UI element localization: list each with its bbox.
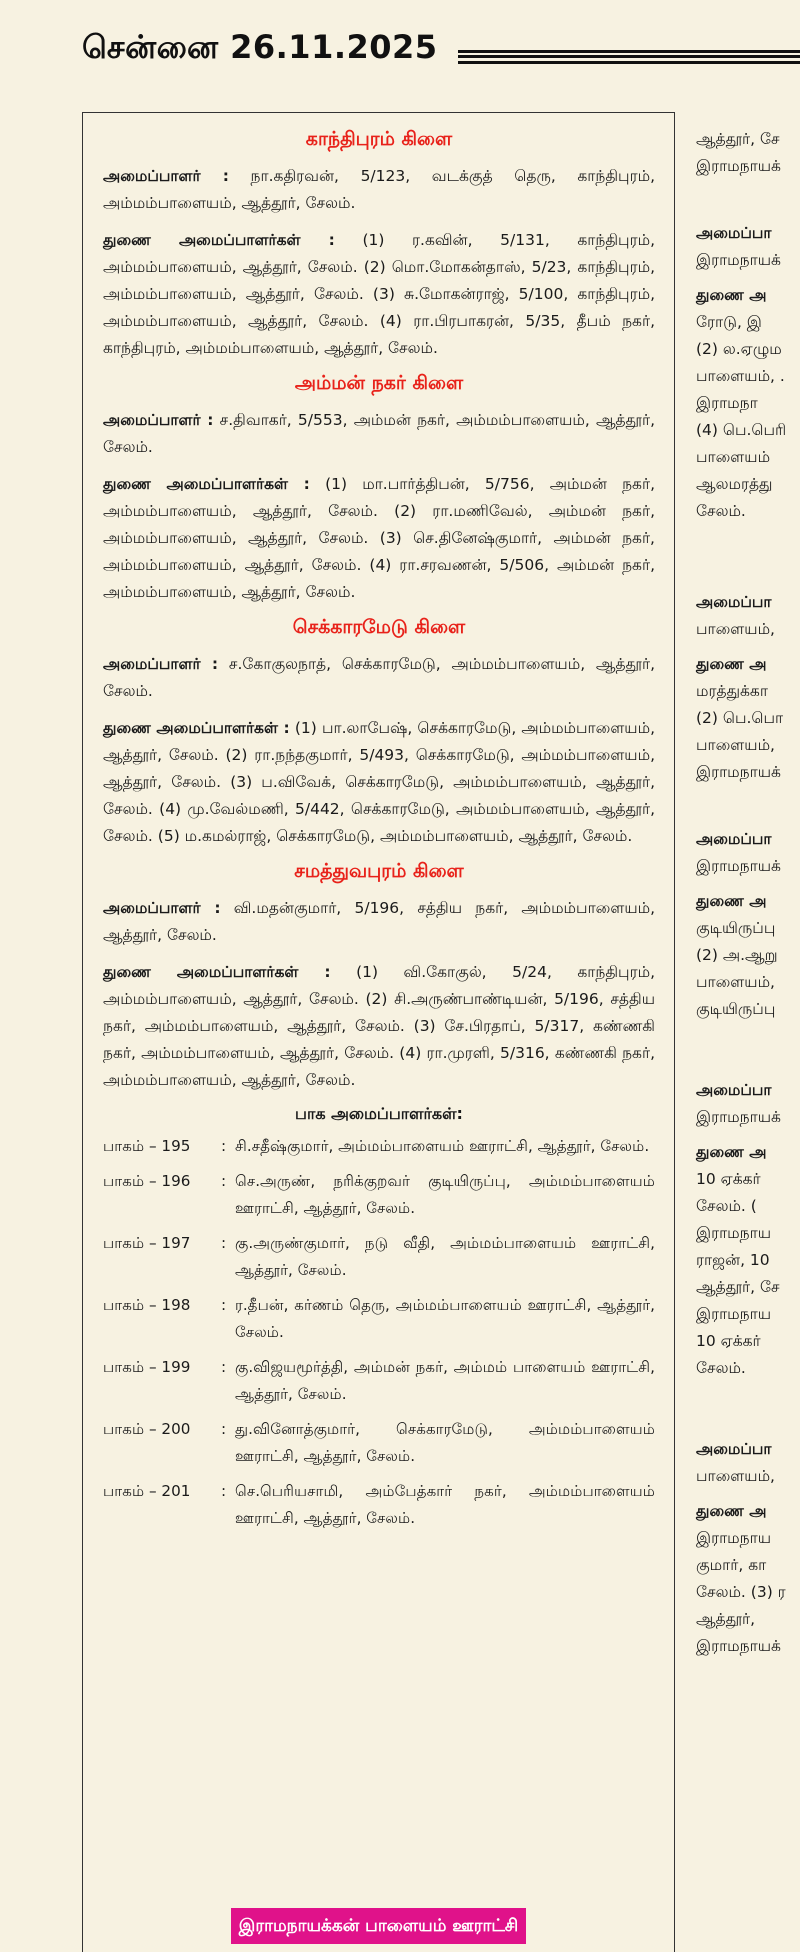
deputies-entry	[103, 471, 655, 606]
right-line: பாளையம்	[696, 448, 771, 466]
right-line: (2) அ.ஆறு	[696, 946, 778, 964]
bhaga-row	[103, 1230, 655, 1284]
right-line: இராமநாயக்	[696, 857, 781, 875]
panchayat-banner-wrap	[82, 1908, 675, 1944]
header-rule	[458, 50, 800, 64]
right-line: 10 ஏக்கர்	[696, 1170, 761, 1188]
right-line: சேலம். (3) ர	[696, 1583, 786, 1601]
deputies-text: (1) பா.லாபேஷ், செக்காரமேடு, அம்மம்பாளையம், ஆத்தூர், சேலம். (2) ரா.நந்தகுமார், 5/493, செக்காரமேடு, அம்மம்பாளையம், ஆத்தூர், சேலம். (3) ப.விவேக், செக்காரமேடு, அம்மம்பாளையம், ஆத்தூர், சேலம். (4) மு.வேல்மணி, 5/442, செக்காரமேடு, அம்மம்பாளையம், ஆத்தூர், சேலம். (5) ம.கமல்ராஜ், செக்காரமேடு, அம்மம்பாளையம், ஆத்தூர், சேலம்.	[103, 719, 655, 845]
bhaga-row	[103, 1354, 655, 1408]
bhaga-number: பாகம் – 200	[103, 1420, 191, 1438]
bhaga-colon: :	[221, 1296, 227, 1314]
right-line: அமைப்பா	[696, 224, 772, 242]
bhaga-text: செ.பெரியசாமி, அம்பேத்கார் நகர், அம்மம்பாளையம் ஊராட்சி, ஆத்தூர், சேலம்.	[235, 1482, 655, 1527]
branch-section	[103, 128, 655, 362]
right-line: பாளையம்,	[696, 973, 775, 991]
right-line: பாளையம்,	[696, 620, 775, 638]
right-line: அமைப்பா	[696, 593, 772, 611]
bhaga-title: பாக அமைப்பாளர்கள்:	[295, 1104, 463, 1123]
right-line: ஆலமரத்து	[696, 475, 773, 493]
right-line: இராமநாயக்	[696, 157, 781, 175]
branch-title: அம்மன் நகர் கிளை	[294, 372, 464, 394]
right-line: சேலம்.	[696, 1359, 746, 1377]
right-line: குடியிருப்பு	[696, 1000, 776, 1018]
right-line: இராமநாயக்	[696, 251, 781, 269]
branch-title: செக்காரமேடு கிளை	[292, 616, 466, 638]
right-line: அமைப்பா	[696, 830, 772, 848]
organizer-entry	[103, 651, 655, 705]
right-line: அமைப்பா	[696, 1081, 772, 1099]
organizer-text: நா.கதிரவன், 5/123, வடக்குத் தெரு, காந்திபுரம், அம்மம்பாளையம், ஆத்தூர், சேலம்.	[103, 167, 655, 212]
deputies-label: துணை அமைப்பாளர்கள் :	[103, 719, 290, 737]
organizer-label: அமைப்பாளர் :	[103, 899, 221, 917]
deputies-entry	[103, 715, 655, 850]
bhaga-colon: :	[221, 1358, 227, 1376]
deputies-text: (1) ர.கவின், 5/131, காந்திபுரம், அம்மம்பாளையம், ஆத்தூர், சேலம். (2) மொ.மோகன்தாஸ், 5/23, காந்திபுரம், அம்மம்பாளையம், ஆத்தூர், சேலம். (3) சு.மோகன்ராஜ், 5/100, காந்திபுரம், அம்மம்பாளையம், ஆத்தூர், சேலம். (4) ரா.பிரபாகரன், 5/35, தீபம் நகர், காந்திபுரம், அம்மம்பாளையம், ஆத்தூர், சேலம்.	[103, 231, 655, 357]
panchayat-banner: இராமநாயக்கன் பாளையம் ஊராட்சி	[231, 1908, 526, 1944]
deputies-text: (1) மா.பார்த்திபன், 5/756, அம்மன் நகர், அம்மம்பாளையம், ஆத்தூர், சேலம். (2) ரா.மணிவேல், அம்மன் நகர், அம்மம்பாளையம், ஆத்தூர், சேலம். (3) செ.தினேஷ்குமார், அம்மன் நகர், அம்மம்பாளையம், ஆத்தூர், சேலம். (4) ரா.சரவணன், 5/506, அம்மன் நகர், அம்மம்பாளையம், ஆத்தூர், சேலம்.	[103, 475, 655, 601]
bhaga-colon: :	[221, 1234, 227, 1252]
right-line: சேலம்.	[696, 502, 746, 520]
right-line: துணை அ	[696, 892, 767, 910]
right-line: ரோடு, இ	[696, 313, 762, 331]
bhaga-number: பாகம் – 198	[103, 1296, 191, 1314]
bhaga-number: பாகம் – 197	[103, 1234, 191, 1252]
bhaga-row	[103, 1292, 655, 1346]
deputies-entry	[103, 227, 655, 362]
organizer-text: ச.கோகுலநாத், செக்காரமேடு, அம்மம்பாளையம், ஆத்தூர், சேலம்.	[103, 655, 655, 700]
right-line: ராஜன், 10	[696, 1251, 770, 1269]
bhaga-text: கு.அருண்குமார், நடு வீதி, அம்மம்பாளையம் ஊராட்சி, ஆத்தூர், சேலம்.	[235, 1234, 655, 1279]
right-line: இராமநாயக்	[696, 763, 781, 781]
right-line: ஆத்தூர், சே	[696, 130, 780, 148]
organizer-entry	[103, 895, 655, 949]
bhaga-row	[103, 1478, 655, 1532]
bhaga-row	[103, 1168, 655, 1222]
bhaga-text: செ.அருண், நரிக்குறவர் குடியிருப்பு, அம்மம்பாளையம் ஊராட்சி, ஆத்தூர், சேலம்.	[235, 1172, 655, 1217]
right-line: இராமநாய	[696, 1224, 771, 1242]
organizer-label: அமைப்பாளர் :	[103, 167, 229, 185]
organizer-entry	[103, 407, 655, 461]
bhaga-colon: :	[221, 1172, 227, 1190]
branch-title: காந்திபுரம் கிளை	[305, 128, 453, 150]
right-line: இராமநாயக்	[696, 1637, 781, 1655]
bhaga-colon: :	[221, 1482, 227, 1500]
organizer-text: வி.மதன்குமார், 5/196, சத்திய நகர், அம்மம்பாளையம், ஆத்தூர், சேலம்.	[103, 899, 656, 944]
right-line: சேலம். (	[696, 1197, 757, 1215]
right-line: குடியிருப்பு	[696, 919, 776, 937]
right-line: துணை அ	[696, 1143, 767, 1161]
right-line: மரத்துக்கா	[696, 682, 768, 700]
right-line: துணை அ	[696, 655, 767, 673]
right-column-lines	[696, 126, 786, 1660]
deputies-text: (1) வி.கோகுல், 5/24, காந்திபுரம், அம்மம்பாளையம், ஆத்தூர், சேலம். (2) சி.அருண்பாண்டியன், 5/196, சத்திய நகர், அம்மம்பாளையம், ஆத்தூர், சேலம். (3) சே.பிரதாப், 5/317, கண்ணகி நகர், அம்மம்பாளையம், ஆத்தூர், சேலம். (4) ரா.முரளி, 5/316, கண்ணகி நகர், அம்மம்பாளையம், ஆத்தூர், சேலம்.	[103, 963, 655, 1089]
right-column-clipped	[680, 112, 800, 1936]
bhaga-colon: :	[221, 1420, 227, 1438]
right-line: பாளையம்,	[696, 736, 775, 754]
deputies-label: துணை அமைப்பாளர்கள் :	[103, 475, 310, 493]
organizer-entry	[103, 163, 655, 217]
bhaga-section	[103, 1104, 655, 1532]
right-line: துணை அ	[696, 1502, 767, 1520]
right-line: (2) ல.ஏழும	[696, 340, 782, 358]
bhaga-colon: :	[221, 1137, 227, 1155]
branch-section	[103, 372, 655, 606]
branch-title: சமத்துவபுரம் கிளை	[294, 860, 464, 882]
bhaga-text: கு.விஜயமூர்த்தி, அம்மன் நகர், அம்மம் பாளையம் ஊராட்சி, ஆத்தூர், சேலம்.	[235, 1358, 655, 1403]
organizer-label: அமைப்பாளர் :	[103, 655, 219, 673]
organizer-text: ச.திவாகர், 5/553, அம்மன் நகர், அம்மம்பாளையம், ஆத்தூர், சேலம்.	[103, 411, 655, 456]
branch-section	[103, 616, 655, 850]
right-line: அமைப்பா	[696, 1440, 772, 1458]
right-line: பாளையம், .	[696, 367, 785, 385]
bhaga-number: பாகம் – 195	[103, 1137, 191, 1155]
right-line: இராமநாய	[696, 1529, 771, 1547]
right-line: இராமநாயக்	[696, 1108, 781, 1126]
right-line: (4) பெ.பெரி	[696, 421, 787, 439]
bhaga-number: பாகம் – 196	[103, 1172, 191, 1190]
bhaga-row	[103, 1416, 655, 1470]
page-title: சென்னை 26.11.2025	[82, 28, 438, 66]
right-line: ஆத்தூர்,	[696, 1610, 756, 1628]
bhaga-text: சி.சதீஷ்குமார், அம்மம்பாளையம் ஊராட்சி, ஆத்தூர், சேலம்.	[235, 1137, 650, 1155]
bhaga-number: பாகம் – 201	[103, 1482, 191, 1500]
right-line: ஆத்தூர், சே	[696, 1278, 780, 1296]
branch-section	[103, 860, 655, 1094]
left-column	[103, 124, 655, 1540]
bhaga-number: பாகம் – 199	[103, 1358, 191, 1376]
right-line: துணை அ	[696, 286, 767, 304]
bhaga-text: து.வினோத்குமார், செக்காரமேடு, அம்மம்பாளையம் ஊராட்சி, ஆத்தூர், சேலம்.	[235, 1420, 655, 1465]
right-line: இராமநாய	[696, 1305, 771, 1323]
page-header	[0, 0, 800, 112]
right-line: குமார், கா	[696, 1556, 767, 1574]
bhaga-text: ர.தீபன், கர்ணம் தெரு, அம்மம்பாளையம் ஊராட்சி, ஆத்தூர், சேலம்.	[235, 1296, 655, 1341]
deputies-label: துணை அமைப்பாளர்கள் :	[103, 231, 335, 249]
deputies-label: துணை அமைப்பாளர்கள் :	[103, 963, 331, 981]
organizer-label: அமைப்பாளர் :	[103, 411, 214, 429]
deputies-entry	[103, 959, 655, 1094]
right-line: 10 ஏக்கர்	[696, 1332, 761, 1350]
right-line: பாளையம்,	[696, 1467, 775, 1485]
column-divider	[674, 112, 675, 1936]
bhaga-row	[103, 1133, 655, 1160]
right-line: (2) பெ.பொ	[696, 709, 784, 727]
right-line: இராமநா	[696, 394, 758, 412]
